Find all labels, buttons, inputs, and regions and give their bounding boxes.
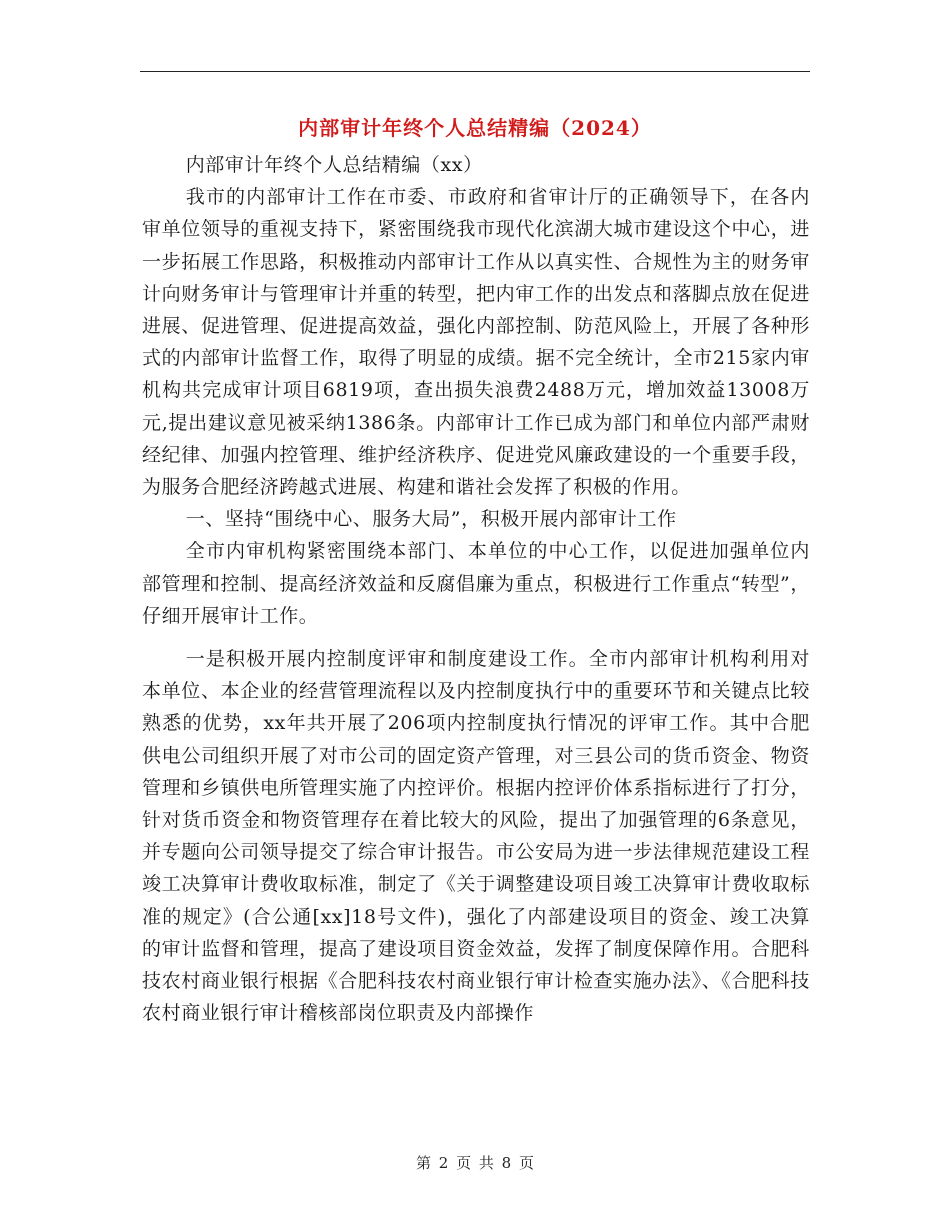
section-heading: 一、坚持“围绕中心、服务大局”，积极开展内部审计工作 xyxy=(185,508,677,531)
document-title: 内部审计年终个人总结精编（2024） xyxy=(298,116,652,140)
header-rule xyxy=(140,71,810,72)
document-body xyxy=(142,149,810,1029)
body-paragraph: 一是积极开展内控制度评审和制度建设工作。全市内部审计机构利用对本单位、本企业的经营管理流程以及内控制度执行中的重要环节和关键点比较熟悉的优势，xx年共开展了206项内控制度执行情况的评审工作。其中合肥供电公司组织开展了对市公司的固定资产管理，对三县公司的货币资金、物资管理和乡镇供电所管理实施了内控评价。根据内控评价体系指标进行了打分，针对货币资金和物资管理存在着比较大的风险，提出了加强管理的6条意见，并专题向公司领导提交了综合审计报告。市公安局为进一步法律规范建设工程竣工决算审计费收取标准，制定了《关于调整建设项目竣工决算审计费收取标准的规定》(合公通[xx]18号文件)，强化了内部建设项目的资金、竣工决算的审计监督和管理，提高了建设项目资金效益，发挥了制度保障作用。合肥科技农村商业银行根据《合肥科技农村商业银行审计检查实施办法》、《合肥科技农村商业银行审计稽核部岗位职责及内部操作 xyxy=(142,648,810,1025)
subtitle-paragraph: 内部审计年终个人总结精编（xx） xyxy=(185,154,483,176)
page-number: 第 2 页 共 8 页 xyxy=(416,1154,534,1172)
body-paragraph: 全市内审机构紧密围绕本部门、本单位的中心工作，以促进加强单位内部管理和控制、提高经济效益和反腐倡廉为重点，积极进行工作重点“转型”，仔细开展审计工作。 xyxy=(142,540,810,627)
intro-paragraph: 我市的内部审计工作在市委、市政府和省审计厅的正确领导下，在各内审单位领导的重视支持下，紧密围绕我市现代化滨湖大城市建设这个中心，进一步拓展工作思路，积极推动内部审计工作从以真实性、合规性为主的财务审计向财务审计与管理审计并重的转型，把内审工作的出发点和落脚点放在促进进展、促进管理、促进提高效益，强化内部控制、防范风险上，开展了各种形式的内部审计监督工作，取得了明显的成绩。据不完全统计，全市215家内审机构共完成审计项目6819项，查出损失浪费2488万元，增加效益13008万元,提出建议意见被采纳1386条。内部审计工作已成为部门和单位内部严肃财经纪律、加强内控管理、维护经济秩序、促进党风廉政建设的一个重要手段，为服务合肥经济跨越式进展、构建和谐社会发挥了积极的作用。 xyxy=(142,186,810,499)
